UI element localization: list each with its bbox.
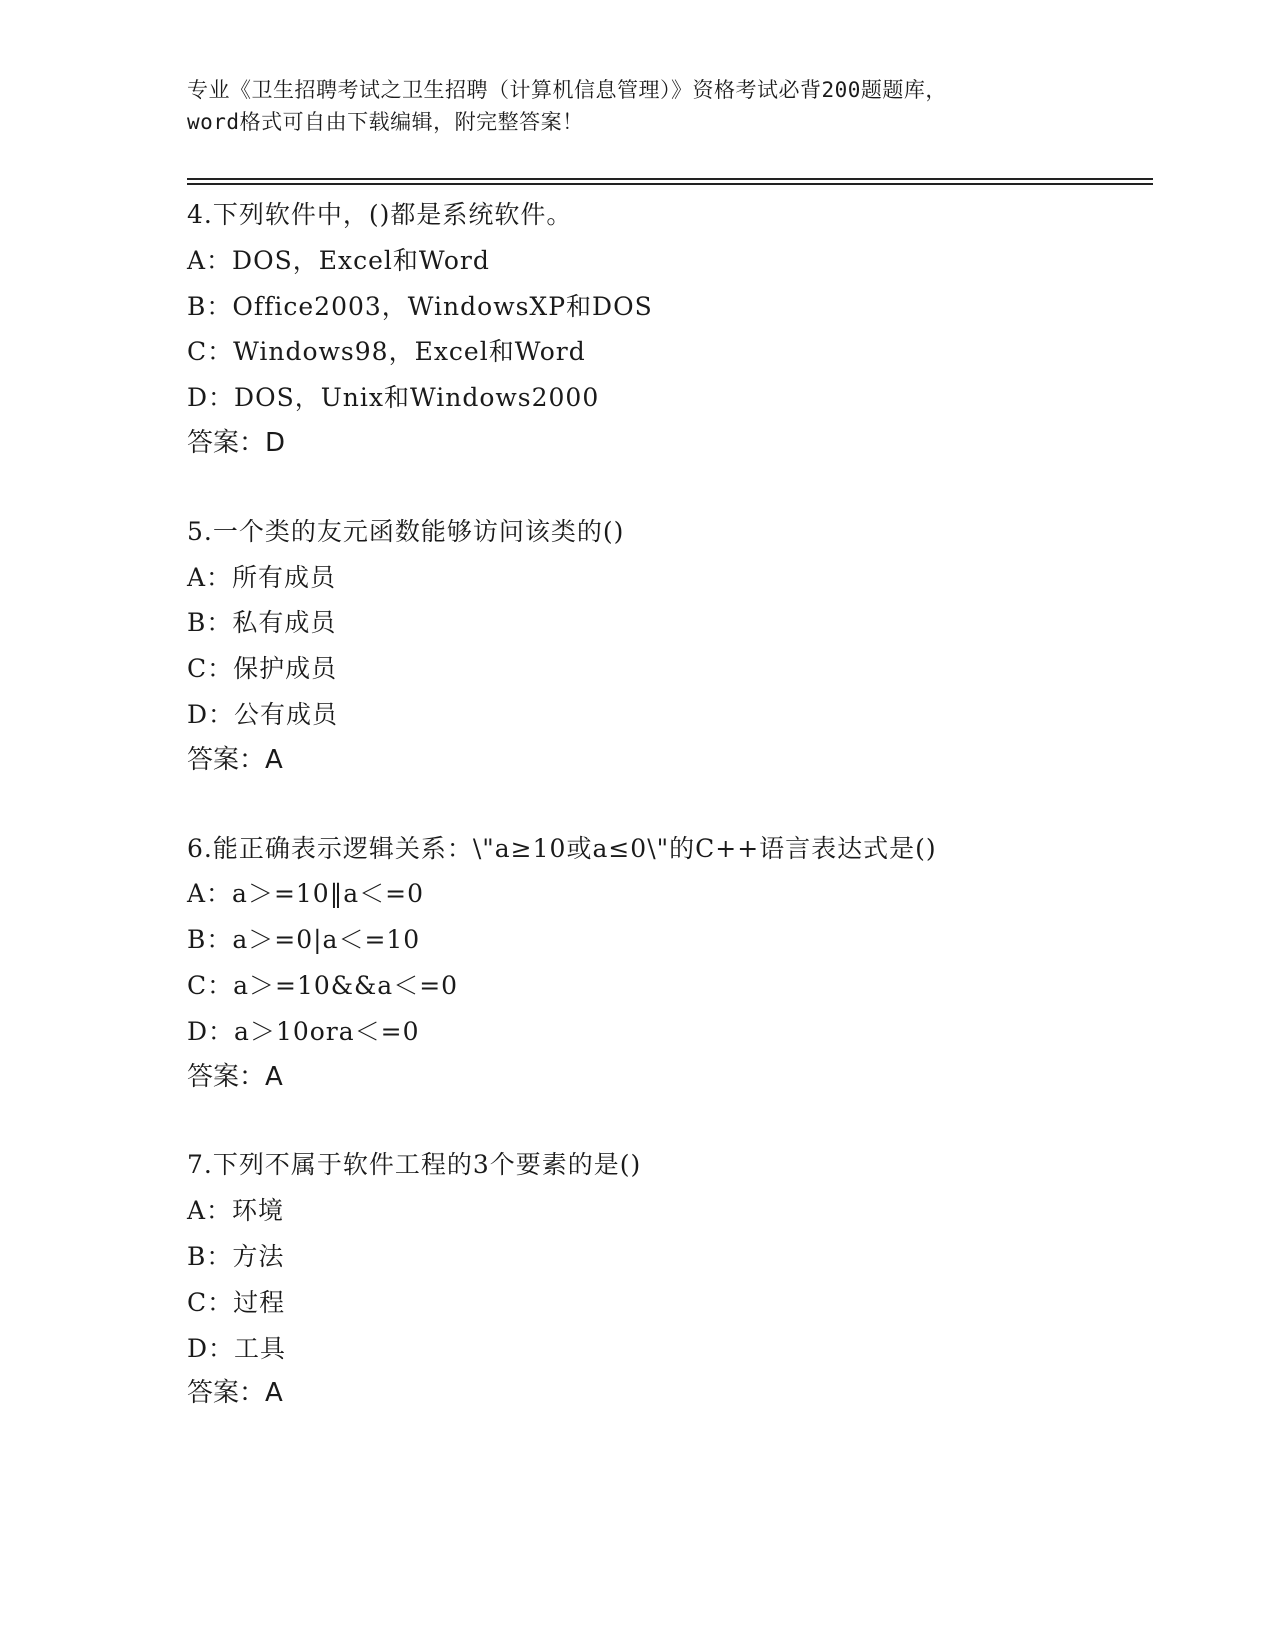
answer-line: 答案：A (187, 1378, 283, 1409)
question-stem: 6.能正确表示逻辑关系：\"a≥10或a≤0\"的C++语言表达式是() (187, 833, 937, 863)
option-d: D：公有成员 (187, 699, 339, 729)
header-line-1: 专业《卫生招聘考试之卫生招聘（计算机信息管理）》资格考试必背200题题库， (187, 78, 947, 102)
option-a: A：DOS，Excel和Word (187, 245, 490, 275)
option-b: B：私有成员 (187, 608, 337, 638)
option-c: C：保护成员 (187, 654, 338, 684)
question-4 (187, 192, 1153, 467)
option-c: C：Windows98，Excel和Word (187, 337, 586, 367)
question-7 (187, 1142, 1153, 1417)
option-a: A：a＞=10‖a＜=0 (187, 879, 424, 909)
question-6 (187, 826, 1153, 1101)
answer-line: 答案：D (187, 427, 286, 458)
option-a: A：所有成员 (187, 562, 337, 592)
header-divider-bottom (187, 183, 1153, 185)
option-a: A：环境 (187, 1196, 285, 1226)
option-b: B：a＞=0|a＜=10 (187, 925, 421, 955)
header-divider-top (187, 178, 1153, 180)
header-line-2: word格式可自由下载编辑，附完整答案！ (187, 110, 584, 134)
question-list (187, 192, 1153, 1459)
option-d: D：a＞10ora＜=0 (187, 1016, 420, 1046)
question-stem: 5.一个类的友元函数能够访问该类的() (187, 516, 625, 546)
answer-line: 答案：A (187, 744, 283, 775)
option-d: D：工具 (187, 1333, 287, 1363)
question-stem: 7.下列不属于软件工程的3个要素的是() (187, 1150, 642, 1180)
question-stem: 4.下列软件中，()都是系统软件。 (187, 200, 573, 229)
option-d: D：DOS，Unix和Windows2000 (187, 383, 600, 413)
option-c: C：过程 (187, 1287, 286, 1317)
question-5 (187, 509, 1153, 784)
option-b: B：Office2003，WindowsXP和DOS (187, 291, 653, 321)
option-b: B：方法 (187, 1241, 285, 1271)
document-header (187, 74, 1087, 138)
option-c: C：a＞=10&&a＜=0 (187, 970, 459, 1000)
answer-line: 答案：A (187, 1061, 283, 1092)
